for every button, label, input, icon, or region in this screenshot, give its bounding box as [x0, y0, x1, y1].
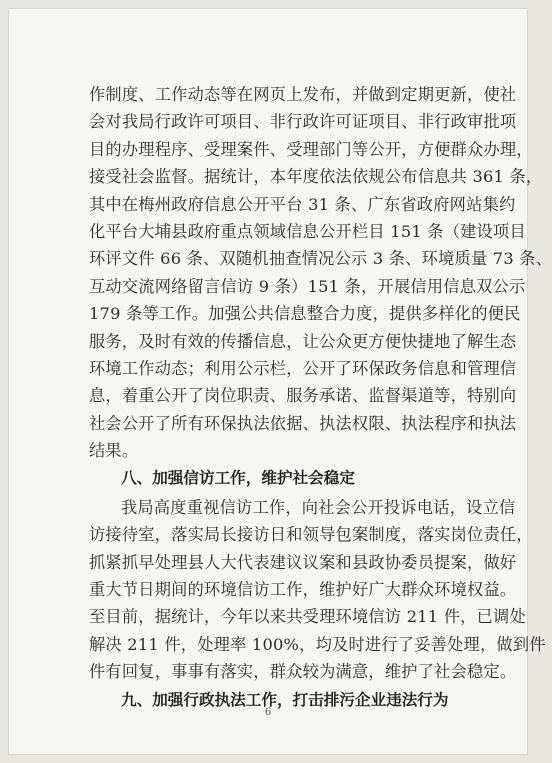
- document-page: [8, 8, 552, 755]
- paragraph-petition-work: [89, 494, 546, 686]
- text-line: 环评文件 66 条、双随机抽查情况公示 3 条、环境质量 73 条、: [89, 249, 552, 269]
- text-line: 作制度、工作动态等在网页上发布，并做到定期更新，使社: [89, 85, 517, 104]
- text-line: 服务，及时有效的传播信息，让公众更方便快捷地了解生态: [89, 331, 517, 351]
- text-line: 会对我局行政许可项目、非行政许可证项目、非行政审批项: [89, 112, 517, 132]
- text-line: 件有回复，事事有落实，群众较为满意，维护了社会稳定。: [89, 662, 517, 682]
- text-line: 我局高度重视信访工作，向社会公开投诉电话，设立信: [121, 497, 516, 517]
- text-line: 179 条等工作。加强公共信息整合力度，提供多样化的便民: [89, 304, 521, 324]
- paragraph-info-disclosure: [89, 81, 552, 464]
- page-content: [89, 81, 552, 715]
- text-line: 其中在梅州政府信息公开平台 31 条、广东省政府网站集约: [89, 194, 516, 214]
- text-line: 环境工作动态；利用公示栏，公开了环保政务信息和管理信: [89, 358, 517, 378]
- text-line: 抓紧抓早处理县人大代表建议议案和县政协委员提案，做好: [89, 552, 517, 572]
- text-line: 社会公开了所有环保执法依据、执法权限、执法程序和执法: [89, 413, 517, 433]
- section-heading-petition: 八、加强信访工作，维护社会稳定: [121, 469, 355, 488]
- text-line: 解决 211 件，处理率 100%，均及时进行了妥善处理，做到件: [89, 634, 546, 654]
- text-line: 结果。: [89, 441, 139, 461]
- text-line: 访接待室，落实局长接访日和领导包案制度，落实岗位责任，: [89, 525, 533, 545]
- text-line: 重大节日期间的环境信访工作，维护好广大群众环境权益。: [89, 580, 517, 600]
- text-line: 至目前，据统计，今年以来共受理环境信访 211 件，已调处: [89, 607, 526, 627]
- page-number: 6: [264, 707, 272, 718]
- text-line: 互动交流网络留言信访 9 条）151 条，开展信用信息双公示: [89, 276, 526, 296]
- text-line: 目的办理程序、受理案件、受理部门等公开，方便群众办理，: [89, 139, 533, 159]
- section-heading-enforcement: 九、加强行政执法工作，打击排污企业违法行为: [121, 690, 449, 709]
- text-line: 接受社会监督。据统计，本年度依法依规公布信息共 361 条，: [89, 167, 543, 187]
- text-line: 息，着重公开了岗位职责、服务承诺、监督渠道等，特别向: [89, 386, 517, 406]
- text-line: 化平台大埔县政府重点领域信息公开栏目 151 条（建设项目: [89, 221, 526, 241]
